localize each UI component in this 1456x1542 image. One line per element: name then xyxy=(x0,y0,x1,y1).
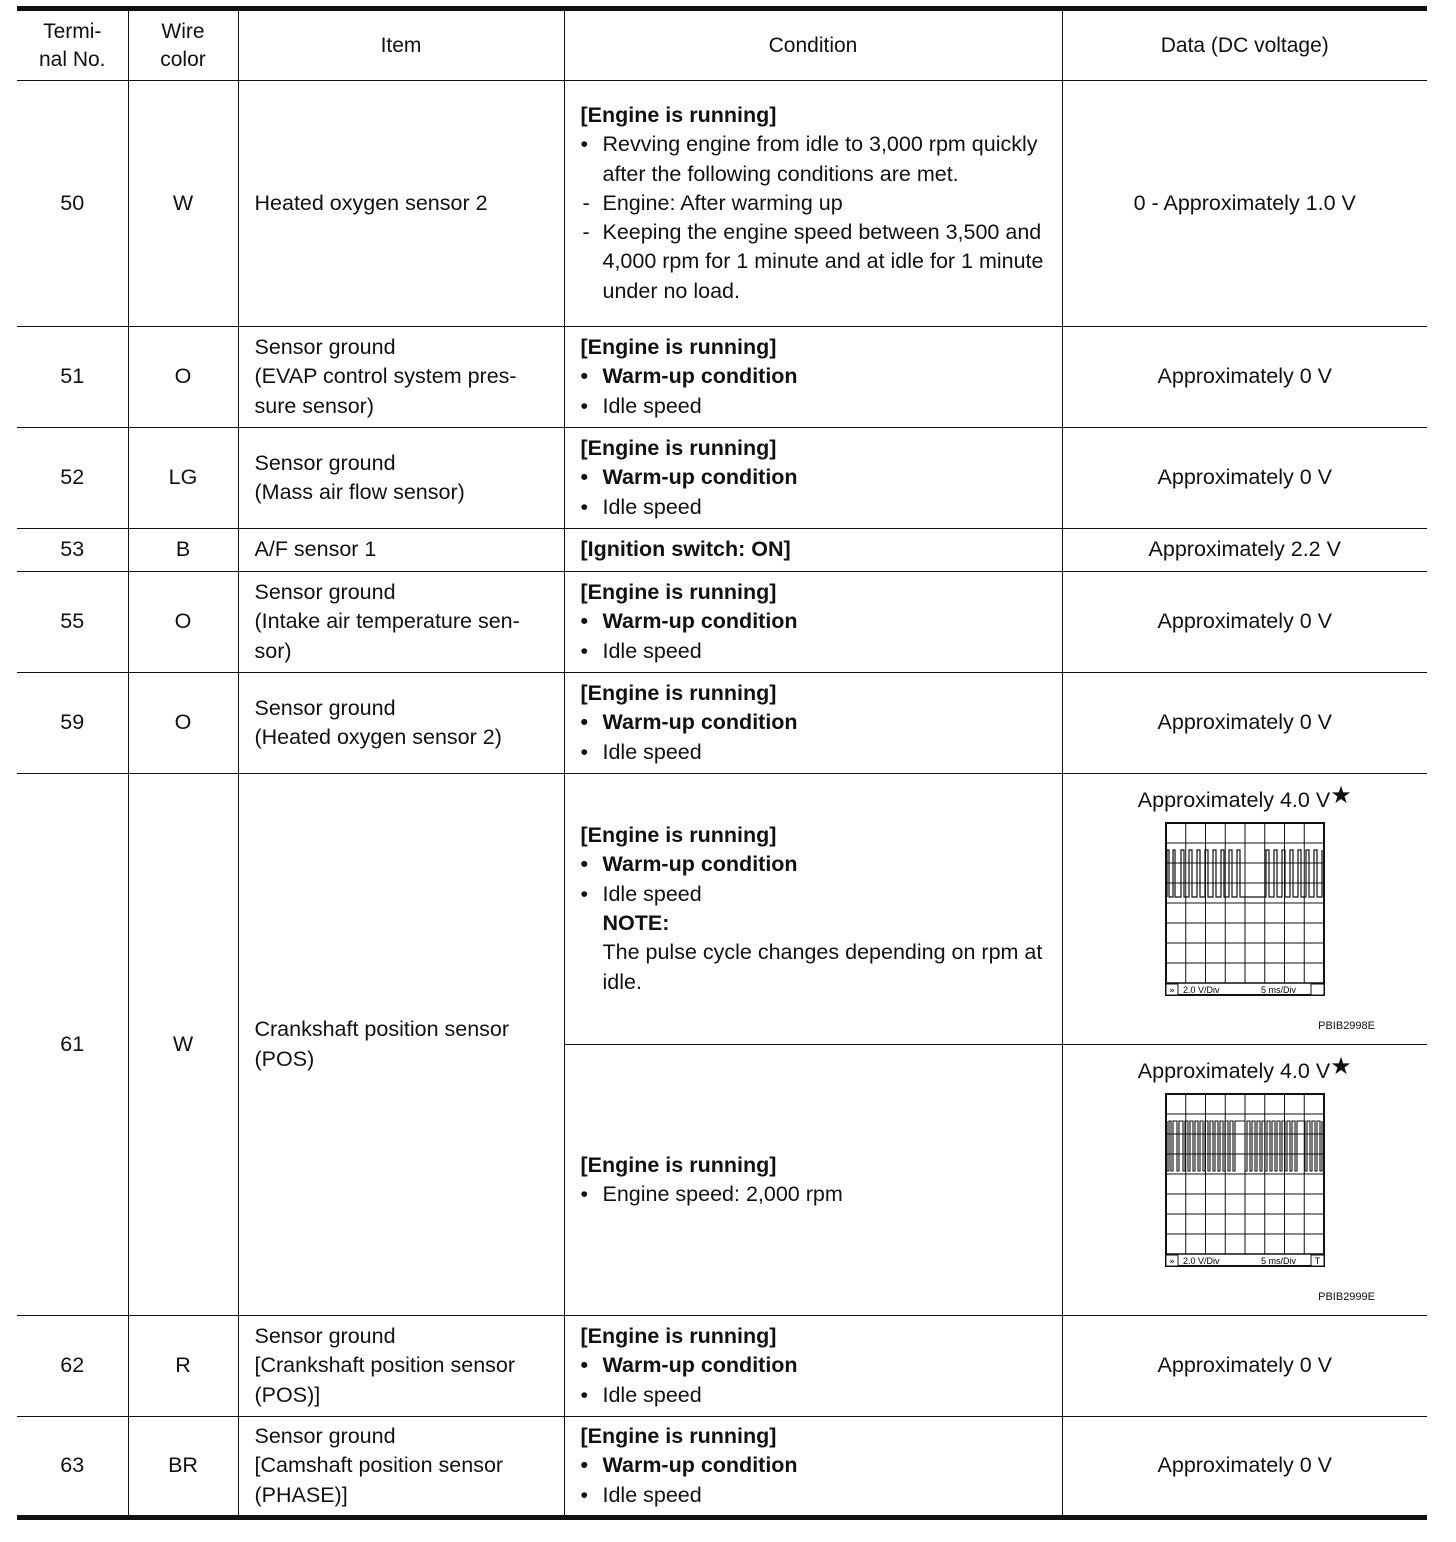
condition-title: [Ignition switch: ON] xyxy=(580,537,791,562)
header-terminal: Termi- nal No. xyxy=(17,9,128,81)
star-icon: ★ xyxy=(1330,1053,1352,1080)
item-cell: Sensor ground (EVAP control system pres- sure sensor) xyxy=(238,327,564,428)
condition-bullet: • Warm-up condition xyxy=(581,463,1052,492)
condition-cell xyxy=(564,1045,1062,1316)
data-voltage: Approximately 4.0 V★ xyxy=(1137,782,1352,812)
condition-cell xyxy=(564,673,1062,774)
note-block xyxy=(581,909,1052,997)
condition-bullet: • Idle speed xyxy=(581,880,1052,909)
terminal-number: 61 xyxy=(17,774,128,1316)
scope-volt-div: 2.0 V/Div xyxy=(1182,985,1220,995)
waveform-box xyxy=(1063,774,1428,1042)
table-row xyxy=(17,673,1427,774)
wire-color: W xyxy=(128,81,238,327)
data-voltage: Approximately 0 V xyxy=(1062,1417,1427,1518)
condition-dash-item: - Engine: After warming up xyxy=(581,189,1052,218)
header-row xyxy=(17,9,1427,81)
condition-title: [Engine is running] xyxy=(580,335,777,360)
star-icon: ★ xyxy=(1330,782,1352,809)
table-row xyxy=(17,327,1427,428)
item-cell: A/F sensor 1 xyxy=(238,529,564,572)
wire-color: R xyxy=(128,1316,238,1417)
condition-title: [Engine is running] xyxy=(580,1324,777,1349)
oscilloscope-waveform-2000rpm xyxy=(1165,1093,1329,1277)
data-voltage: Approximately 0 V xyxy=(1062,327,1427,428)
data-voltage: 0 - Approximately 1.0 V xyxy=(1062,81,1427,327)
terminal-number: 52 xyxy=(17,428,128,529)
data-voltage: Approximately 0 V xyxy=(1062,572,1427,673)
scope-volt-div: 2.0 V/Div xyxy=(1182,1256,1220,1266)
header-data: Data (DC voltage) xyxy=(1062,9,1427,81)
data-voltage: Approximately 0 V xyxy=(1062,673,1427,774)
header-wire-color: Wire color xyxy=(128,9,238,81)
terminal-number: 53 xyxy=(17,529,128,572)
wire-color: BR xyxy=(128,1417,238,1518)
table-row xyxy=(17,428,1427,529)
condition-cell xyxy=(564,428,1062,529)
item-cell: Sensor ground (Mass air flow sensor) xyxy=(238,428,564,529)
terminal-number: 59 xyxy=(17,673,128,774)
wire-color: O xyxy=(128,327,238,428)
condition-bullet: • Warm-up condition xyxy=(581,708,1052,737)
condition-bullet: • Idle speed xyxy=(581,493,1052,522)
item-cell: Sensor ground (Heated oxygen sensor 2) xyxy=(238,673,564,774)
condition-bullet: • Revving engine from idle to 3,000 rpm quickly after the following conditions are met. xyxy=(581,130,1052,189)
condition-cell xyxy=(564,572,1062,673)
ecm-terminal-table-wrapper xyxy=(17,6,1427,1520)
condition-cell xyxy=(564,81,1062,327)
table-row xyxy=(17,81,1427,327)
header-condition: Condition xyxy=(564,9,1062,81)
condition-bullet: • Warm-up condition xyxy=(581,607,1052,636)
condition-cell xyxy=(564,774,1062,1045)
wire-color: LG xyxy=(128,428,238,529)
item-cell: Sensor ground [Crankshaft position sensor (POS)] xyxy=(238,1316,564,1417)
scope-marker: T xyxy=(1314,1256,1320,1266)
item-cell: Sensor ground [Camshaft position sensor (PHASE)] xyxy=(238,1417,564,1518)
data-voltage: Approximately 0 V xyxy=(1062,428,1427,529)
table-row xyxy=(17,572,1427,673)
scope-trigger-glyph: » xyxy=(1168,986,1175,996)
terminal-number: 50 xyxy=(17,81,128,327)
condition-title: [Engine is running] xyxy=(580,681,777,706)
scope-trigger-glyph: » xyxy=(1168,1257,1175,1267)
scope-time-div: 5 ms/Div xyxy=(1260,985,1296,995)
condition-bullet: • Idle speed xyxy=(581,738,1052,767)
condition-title: [Engine is running] xyxy=(580,580,777,605)
condition-bullet: • Warm-up condition xyxy=(581,1451,1052,1480)
condition-bullet: • Warm-up condition xyxy=(581,362,1052,391)
item-cell: Heated oxygen sensor 2 xyxy=(238,81,564,327)
ecm-terminal-table xyxy=(17,6,1427,1520)
condition-bullet: • Engine speed: 2,000 rpm xyxy=(581,1180,1052,1209)
terminal-number: 62 xyxy=(17,1316,128,1417)
data-voltage: Approximately 2.2 V xyxy=(1062,529,1427,572)
condition-bullet: • Idle speed xyxy=(581,1481,1052,1510)
condition-title: [Engine is running] xyxy=(580,1424,777,1449)
condition-bullet: • Idle speed xyxy=(581,637,1052,666)
note-text: The pulse cycle changes depending on rpm at idle. xyxy=(602,940,1043,994)
table-row xyxy=(17,1417,1427,1518)
table-row xyxy=(17,529,1427,572)
condition-title: [Engine is running] xyxy=(580,102,777,127)
oscilloscope-waveform-idle xyxy=(1165,822,1329,1006)
table-row xyxy=(17,774,1427,1045)
data-voltage: Approximately 0 V xyxy=(1062,1316,1427,1417)
header-item: Item xyxy=(238,9,564,81)
item-cell: Crankshaft position sensor (POS) xyxy=(238,774,564,1316)
condition-title: [Engine is running] xyxy=(580,436,777,461)
condition-bullet: • Idle speed xyxy=(581,1381,1052,1410)
wire-color: B xyxy=(128,529,238,572)
condition-cell xyxy=(564,327,1062,428)
figure-id: PBIB2999E xyxy=(1318,1291,1375,1303)
wire-color: W xyxy=(128,774,238,1316)
item-cell: Sensor ground (Intake air temperature sen- sor) xyxy=(238,572,564,673)
data-waveform-cell xyxy=(1062,774,1427,1045)
terminal-number: 51 xyxy=(17,327,128,428)
wire-color: O xyxy=(128,572,238,673)
scope-end-box xyxy=(1311,984,1324,995)
terminal-number: 55 xyxy=(17,572,128,673)
condition-bullet: • Warm-up condition xyxy=(581,850,1052,879)
condition-cell xyxy=(564,1316,1062,1417)
waveform-box xyxy=(1063,1045,1428,1313)
figure-id: PBIB2998E xyxy=(1318,1020,1375,1032)
table-row xyxy=(17,1316,1427,1417)
condition-title: [Engine is running] xyxy=(580,823,777,848)
note-heading: NOTE: xyxy=(602,911,670,935)
wire-color: O xyxy=(128,673,238,774)
condition-cell xyxy=(564,529,1062,572)
scope-time-div: 5 ms/Div xyxy=(1260,1256,1296,1266)
data-waveform-cell xyxy=(1062,1045,1427,1316)
data-voltage: Approximately 4.0 V★ xyxy=(1137,1053,1352,1083)
condition-bullet: • Idle speed xyxy=(581,392,1052,421)
terminal-number: 63 xyxy=(17,1417,128,1518)
condition-cell xyxy=(564,1417,1062,1518)
condition-dash-item: - Keeping the engine speed between 3,500 and 4,000 rpm for 1 minute and at idle for 1 minute under no load. xyxy=(581,218,1052,306)
condition-title: [Engine is running] xyxy=(580,1152,777,1177)
condition-bullet: • Warm-up condition xyxy=(581,1351,1052,1380)
